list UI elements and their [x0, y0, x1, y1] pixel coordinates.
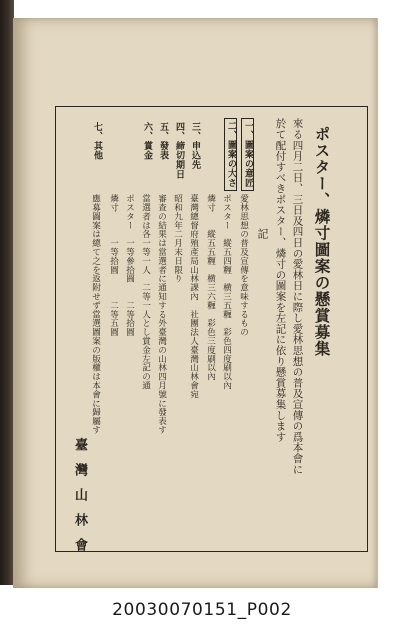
item-application-line: 臺灣總督府殖產局山林課內 社團法人臺灣山林會宛	[188, 194, 199, 399]
item-label-prize: 六、賞金	[142, 122, 152, 160]
page-edge-shadow	[0, 0, 14, 585]
item-label-design	[241, 118, 254, 191]
item-other-line: 應募圖案は總て之を返附せず當選圖案の版權は本會に歸屬す	[90, 194, 101, 435]
item-label-announcement: 五、發表	[158, 122, 168, 160]
item-label-design-text: 一、圖案の意匠	[241, 118, 254, 191]
item-label-application: 三、申込先	[190, 122, 200, 170]
notice-title: ポスター、燐寸圖案の懸賞募集	[312, 126, 332, 357]
item-deadline-line: 昭和九年二月末日限り	[172, 194, 183, 283]
item-size-line-match: 燐寸 縱五五糎 横三六糎 彩色三度刷以內	[205, 194, 216, 381]
intro-line-2: 於て配付すべきポスター、燐寸の圖案を左記に依り懸賞募集します	[274, 118, 287, 442]
intro-line-1: 來る四月二日、三日及四日の愛林日に際し愛林思想の普及宣傳の爲本會に	[291, 118, 304, 475]
item-announcement-line: 審查の結果は當選者に通知する外臺灣の山林四月號に發表す	[156, 194, 167, 435]
item-label-size	[224, 118, 237, 191]
organization-name: 臺灣山林會	[72, 438, 87, 563]
item-prize-line-poster: ポスター 一等參拾圓 二等拾圓	[124, 194, 135, 337]
item-prize-line-match: 燐寸 一等拾圓 二等五圓	[108, 194, 119, 337]
item-design-line: 愛林思想の普及宣傳を意味するもの	[238, 194, 249, 337]
item-prize-line-1: 當選者は各一等一人 二等一人とし賞金左記の通	[140, 194, 151, 390]
document-page	[13, 18, 378, 588]
item-label-size-text: 二、圖案の大さ	[224, 118, 237, 191]
archive-caption: 20030070151_P002	[112, 600, 292, 620]
item-size-line-poster: ポスター 縱五四糎 横三五糎 彩色四度刷以內	[221, 194, 232, 390]
ki-marker: 記	[256, 228, 269, 239]
item-label-deadline: 四、締切期日	[174, 122, 184, 179]
item-label-other: 七、其他	[92, 122, 102, 160]
